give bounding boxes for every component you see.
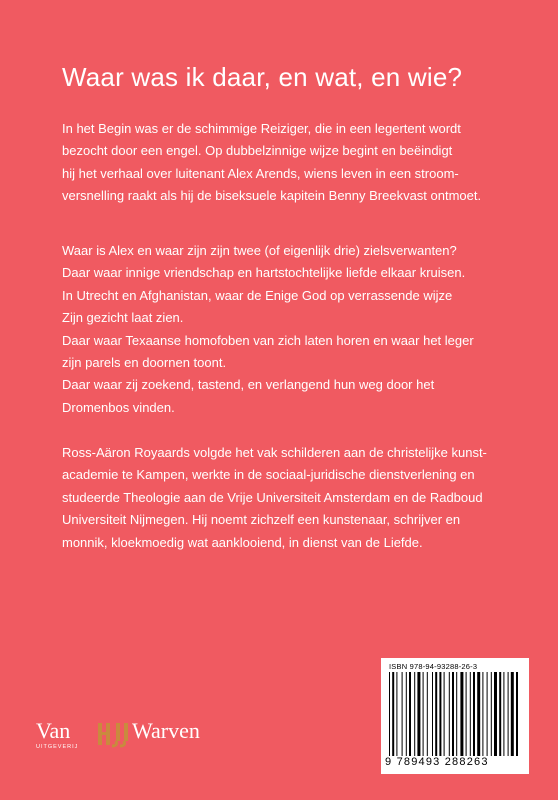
publisher-subtitle: UITGEVERIJ (36, 744, 79, 750)
isbn-barcode (381, 658, 529, 774)
text-line: studeerde Theologie aan de Vrije Universiteit Amsterdam en de Radboud (62, 489, 483, 505)
barcode-bar (516, 672, 518, 756)
blurb-paragraph-2 (62, 240, 532, 419)
barcode-bar (417, 672, 420, 756)
barcode-bar (389, 672, 390, 756)
publisher-name-left: Van (36, 718, 71, 743)
barcode-bar (477, 672, 480, 756)
text-line: Universiteit Nijmegen. Hij noemt zichzelf een kunstenaar, schrijver en (62, 512, 461, 528)
publisher-logo (36, 718, 236, 758)
text-line: Daar waar innige vriendschap en hartstochtelijke liefde elkaar kruisen. (62, 265, 466, 281)
text-line: In Utrecht en Afghanistan, waar de Enige God op verrassende wijze (62, 287, 453, 303)
text-line: Dromenbos vinden. (62, 399, 175, 415)
text-line: versnelling raakt als hij de biseksuele kapitein Benny Breekvast ontmoet. (62, 188, 482, 204)
text-line: academie te Kampen, werkte in de sociaal-juridische dienstverlening en (62, 467, 475, 483)
barcode-bar (452, 672, 454, 756)
barcode-bar (432, 672, 433, 756)
text-line: Daar waar zij zoekend, tastend, en verlangend hun weg door het (62, 377, 435, 393)
text-line: In het Begin was er de schimmige Reiziger, die in een legertent wordt (62, 121, 461, 136)
barcode-bar (449, 672, 450, 756)
text-line: hij het verhaal over luitenant Alex Arends, wiens leven in een stroom- (62, 165, 459, 181)
text-line: Zijn gezicht laat zien. (62, 310, 184, 326)
barcode-bar (470, 672, 471, 756)
barcode-bar (466, 672, 467, 756)
text-line: monnik, kloekmoedig wat aanklooiend, in dienst van de Liefde. (62, 534, 423, 550)
barcode-bar (423, 672, 424, 756)
text-line: zijn parels en doornen toont. (62, 355, 227, 371)
barcode-bar (427, 672, 428, 756)
barcode-bar (402, 672, 403, 756)
text-line: bezocht door een engel. Op dubbelzinnige wijze begint en beëindigt (62, 143, 453, 159)
barcode-bar (406, 672, 407, 756)
text-line: Daar waar Texaanse homofoben van zich laten horen en waar het leger (62, 332, 474, 348)
barcode-bar (487, 672, 488, 756)
barcode-bar (511, 672, 514, 756)
barcode-bar (491, 672, 492, 756)
barcode-bar (392, 672, 394, 756)
barcode-bar (473, 672, 475, 756)
blurb-paragraph-1 (62, 118, 532, 208)
barcode-bar (444, 672, 445, 756)
barcode-bar (482, 672, 483, 756)
barcode-bar (456, 672, 457, 756)
barcode-bar (435, 672, 437, 756)
barcode-bar (499, 672, 501, 756)
text-line: Ross-Aäron Royaards volgde het vak schilderen aan de christelijke kunst- (62, 445, 487, 460)
barcode-bars (385, 672, 525, 756)
barcode-number: 9 789493 288263 (385, 756, 489, 768)
barcode-bar (396, 672, 397, 756)
hj-monogram-icon (94, 720, 132, 748)
barcode-bar (409, 672, 411, 756)
author-bio-paragraph (62, 442, 532, 554)
cover-title: Waar was ik daar, en wat, en wie? (62, 62, 463, 92)
publisher-name-right: Warven (132, 718, 200, 743)
barcode-bar (414, 672, 415, 756)
barcode-bar (439, 672, 441, 756)
barcode-bar (508, 672, 509, 756)
barcode-bar (494, 672, 497, 756)
text-line: Waar is Alex en waar zijn zijn twee (of eigenlijk drie) zielsverwanten? (62, 243, 457, 258)
barcode-bar (503, 672, 504, 756)
isbn-label: ISBN 978-94-93288-26-3 (389, 662, 478, 671)
barcode-bar (460, 672, 463, 756)
